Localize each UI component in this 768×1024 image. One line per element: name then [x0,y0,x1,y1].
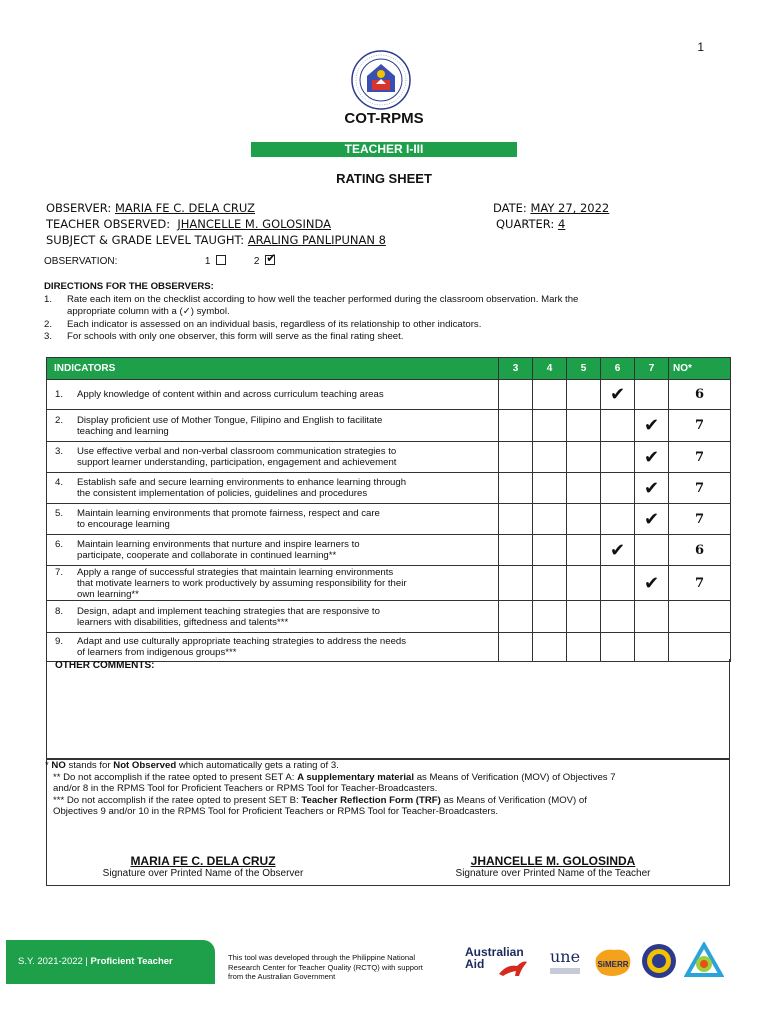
observation-1-checkbox[interactable] [216,255,226,265]
table-row [47,566,731,601]
rating-4-cell[interactable] [533,442,567,473]
indicator-cell: 8. Design, adapt and implement teaching strategies that are responsive to learners with disabilities, giftedness and talents*** [47,601,499,633]
footer-school-year [6,940,215,984]
footer-note: This tool was developed through the Philippine National Research Center for Teacher Quality (RCTQ) with support from the Australian Government [228,953,423,981]
teacher-line [46,217,331,231]
checkmark-icon: ✔ [643,572,660,594]
checkmark-icon: ✔ [609,539,626,561]
observer-label: OBSERVER: [46,201,112,215]
quarter-line [496,217,565,231]
rating-6-cell[interactable] [601,442,635,473]
table-row [47,473,731,504]
rating-7-cell[interactable] [635,442,669,473]
rating-5-header: 5 [567,358,601,380]
indicators-table [46,357,730,662]
score-cell: 7 [669,473,731,504]
rating-7-cell[interactable] [635,410,669,442]
rating-4-cell[interactable] [533,601,567,633]
rating-5-cell[interactable] [567,442,601,473]
rating-4-cell[interactable] [533,633,567,662]
rating-5-cell[interactable] [567,473,601,504]
observer-signature-name: MARIA FE C. DELA CRUZ [130,854,276,868]
rating-6-cell[interactable] [601,410,635,442]
note-2-line-2: and/or 8 in the RPMS Tool for Proficient Teachers or RPMS Tool for Teacher-Broadcasters. [53,783,438,794]
rating-5-cell[interactable] [567,380,601,410]
rating-4-cell[interactable] [533,410,567,442]
no-header: NO* [669,358,731,380]
score-cell [669,633,731,662]
teacher-level-banner: TEACHER I-III [251,142,517,157]
rating-5-cell[interactable] [567,633,601,662]
rating-3-cell[interactable] [499,504,533,535]
observation-option-2-label: 2 [253,256,260,267]
form-title: COT-RPMS [344,110,424,127]
note-3-line-2: Objectives 9 and/or 10 in the RPMS Tool for Proficient Teachers or RPMS Tool for Teacher-Broadcasters. [53,806,499,817]
table-row [47,380,731,410]
deped-seal [336,50,426,110]
table-header-row [47,358,731,380]
score-cell: 7 [669,442,731,473]
checkmark-icon: ✔ [643,415,660,436]
teacher-signature [433,856,673,879]
table-body [47,380,731,662]
page-number: 1 [697,40,704,54]
date-value: MAY 27, 2022 [530,201,610,215]
notes-and-signatures [46,759,730,886]
indicator-cell: 4. Establish safe and secure learning environments to enhance learning through the consistent implementation of policies, guidelines and procedures [47,473,499,504]
directions-heading: DIRECTIONS FOR THE OBSERVERS: [44,281,214,292]
table-row [47,410,731,442]
rating-5-cell[interactable] [567,535,601,566]
rating-5-cell[interactable] [567,566,601,601]
checkmark-icon: ✔ [643,477,660,499]
subject-value: ARALING PANLIPUNAN 8 [247,233,386,247]
rating-5-cell[interactable] [567,410,601,442]
note-1: * NO stands for Not Observed which automatically gets a rating of 3. [45,760,339,771]
indicator-cell: 1. Apply knowledge of content within and across curriculum teaching areas [47,380,499,410]
rating-7-cell[interactable] [635,504,669,535]
indicator-cell: 6. Maintain learning environments that nurture and inspire learners to participate, cooperate and collaborate in continued learning** [47,535,499,566]
une-logo: une [550,946,588,980]
teacher-label: TEACHER OBSERVED: [46,217,171,231]
indicator-cell: 2. Display proficient use of Mother Tongue, Filipino and English to facilitate teaching and learning [47,410,499,442]
date-label: DATE: [493,201,527,215]
table-row [47,504,731,535]
rating-3-cell[interactable] [499,535,533,566]
teacher-value: JHANCELLE M. GOLOSINDA [177,217,331,231]
note-2: ** Do not accomplish if the ratee opted to present SET A: A supplementary material as Means of Verification (MOV) of Objectives 7 [53,771,616,783]
observer-signature [83,856,323,879]
indicator-cell: 3. Use effective verbal and non-verbal classroom communication strategies to support learner understanding, participation, engagement and achievement [47,442,499,473]
score-cell: 7 [669,504,731,535]
rating-4-cell[interactable] [533,380,567,410]
observation-label: OBSERVATION: [44,256,118,267]
rating-4-cell[interactable] [533,566,567,601]
observer-value: MARIA FE C. DELA CRUZ [114,201,255,215]
score-cell [669,601,731,633]
university-seal-logo [640,942,678,980]
australian-aid-logo: Australian Aid [465,946,537,980]
rating-6-cell[interactable] [601,380,635,410]
subject-label: SUBJECT & GRADE LEVEL TAUGHT: [46,233,245,247]
checkmark-icon: ✔ [609,384,626,405]
rating-sheet-title: RATING SHEET [336,171,432,186]
checkmark-icon: ✔ [643,508,660,530]
direction-item: 3. For schools with only one observer, this form will serve as the final rating sheet. [44,331,404,342]
teacher-signature-name: JHANCELLE M. GOLOSINDA [470,854,636,868]
proficient-teacher-text: Proficient Teacher [90,956,173,967]
rating-7-header: 7 [635,358,669,380]
rating-3-cell[interactable] [499,601,533,633]
rating-7-cell[interactable] [635,535,669,566]
rating-6-cell[interactable] [601,633,635,662]
indicator-cell: 7. Apply a range of successful strategies that maintain learning environments that motivate learners to work productively by assuming responsibility for their own learning** [47,566,499,601]
observation-2-checkbox[interactable] [265,251,277,265]
rating-7-cell[interactable] [635,633,669,662]
table-row [47,601,731,633]
other-comments-box[interactable] [46,659,730,759]
quarter-label: QUARTER: [496,217,555,231]
rating-6-cell[interactable] [601,601,635,633]
directions-list [44,294,734,344]
note-3: *** Do not accomplish if the ratee opted to present SET B: Teacher Reflection Form (TRF) as Means of Verification (MOV) of [53,794,587,806]
rating-6-cell[interactable] [601,535,635,566]
indicator-cell: 9. Adapt and use culturally appropriate teaching strategies to address the needs of learners from indigenous groups*** [47,633,499,662]
kangaroo-icon [497,958,531,978]
school-year-text: S.Y. 2021-2022 | [18,956,91,967]
date-line [493,201,609,215]
direction-item: 1. Rate each item on the checklist according to how well the teacher performed during the classroom observation. Mark the [44,293,579,305]
direction-item: 2. Each indicator is assessed on an individual basis, regardless of its relationship to other indicators. [44,318,482,330]
rating-3-cell[interactable] [499,473,533,504]
teacher-signature-caption: Signature over Printed Name of the Teacher [455,867,651,879]
rating-5-cell[interactable] [567,504,601,535]
table-row [47,633,731,662]
rating-3-cell[interactable] [499,410,533,442]
rating-7-cell[interactable] [635,380,669,410]
svg-text:SiMERR: SiMERR [597,960,629,969]
indicator-cell: 5. Maintain learning environments that promote fairness, respect and care to encourage learning [47,504,499,535]
simerr-logo [592,944,634,980]
other-comments-label: OTHER COMMENTS: [55,660,155,671]
checkmark-icon: ✔ [266,251,277,265]
rating-4-cell[interactable] [533,504,567,535]
rating-6-header: 6 [601,358,635,380]
checkmark-icon: ✔ [643,446,660,468]
rating-4-cell[interactable] [533,473,567,504]
observation-line [44,251,277,267]
table-row [47,442,731,473]
rating-3-cell[interactable] [499,566,533,601]
rating-3-header: 3 [499,358,533,380]
subject-line [46,233,386,247]
direction-item: appropriate column with a (✓) symbol. [67,306,230,317]
rating-7-cell[interactable] [635,566,669,601]
rating-3-cell[interactable] [499,633,533,662]
rating-3-cell[interactable] [499,380,533,410]
indicators-header: INDICATORS [47,358,499,380]
observer-line [46,201,255,215]
rating-6-cell[interactable] [601,566,635,601]
observation-option-1-label: 1 [204,256,211,267]
score-cell: 6 [669,535,731,566]
rating-7-cell[interactable] [635,601,669,633]
quarter-value: 4 [557,217,566,231]
table-row [47,535,731,566]
score-cell: 7 [669,410,731,442]
rating-5-cell[interactable] [567,601,601,633]
rctq-logo [684,942,724,980]
rating-7-cell[interactable] [635,473,669,504]
rating-4-header: 4 [533,358,567,380]
score-cell: 7 [669,566,731,601]
rating-6-cell[interactable] [601,473,635,504]
rating-3-cell[interactable] [499,442,533,473]
score-cell: 6 [669,380,731,410]
observer-signature-caption: Signature over Printed Name of the Observer [102,867,304,879]
rating-4-cell[interactable] [533,535,567,566]
directions [44,281,734,344]
rating-6-cell[interactable] [601,504,635,535]
